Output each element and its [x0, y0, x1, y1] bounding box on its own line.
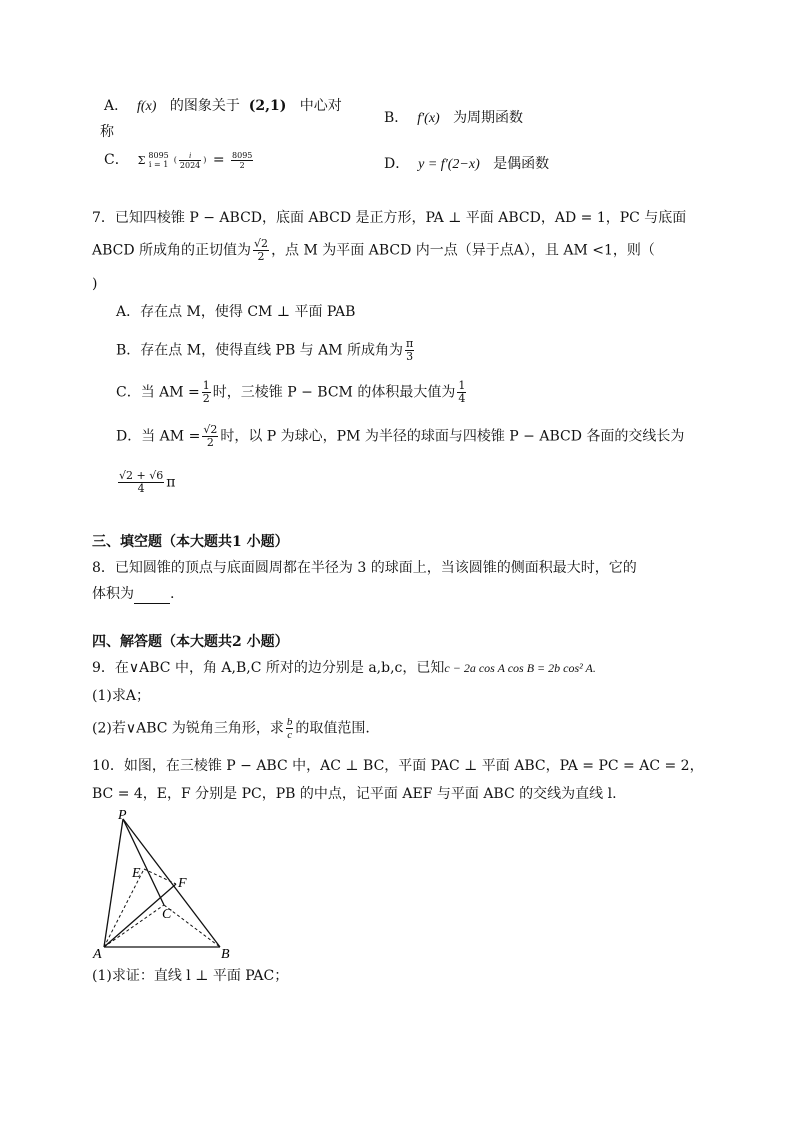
label-f: F: [178, 876, 187, 891]
q6-option-b: B． f′(x) 为周期函数: [384, 110, 524, 126]
edge-cb: [164, 905, 220, 947]
sum-symbol: Σ: [137, 154, 146, 167]
q6-option-a-wrap: 称: [100, 124, 114, 140]
section-3-heading: 三、填空题（本大题共1 小题）: [92, 534, 289, 550]
q7-line1: 7．已知四棱锥 P − ABCD，底面 ABCD 是正方形，PA ⊥ 平面 ABCD，AD = 1，PC 与底面: [92, 210, 687, 226]
q6-option-d: D． y = f′(2−x) 是偶函数: [384, 156, 550, 172]
q7-option-d-answer: $\frac{√2 + √6}{4}$ π: [119, 469, 176, 495]
label-e: E: [132, 866, 141, 881]
label-p: P: [118, 808, 127, 823]
label-b: B: [221, 947, 230, 962]
q10-part1: (1)求证：直线 l ⊥ 平面 PAC；: [92, 968, 289, 984]
edge-pc: [123, 819, 164, 905]
q7-option-d: D．当 AM = $\frac{√2}{2}$ 时，以 P 为球心，PM 为半径的球面与四棱锥 P − ABCD 各面的交线长为: [116, 423, 685, 449]
edge-pa: [104, 819, 123, 947]
q7-line3: ): [92, 276, 98, 292]
section-4-heading: 四、解答题（本大题共2 小题）: [92, 634, 289, 650]
q9-part1: (1)求A；: [92, 688, 150, 704]
label-a: A: [93, 947, 102, 962]
edge-pb: [123, 819, 220, 947]
edge-ef: [144, 869, 176, 884]
q7-option-c: C．当 AM = $\frac{1}{2}$ 时，三棱锥 P − BCM 的体积最大值为 $\frac{1}{4}$: [116, 379, 466, 405]
q6-option-c: C． Σ 8095 i = 1 ( $\frac{i}{2024}$ ) = $\frac{8095}{2}$: [104, 150, 253, 170]
q10-line1: 10．如图，在三棱锥 P − ABC 中，AC ⊥ BC，平面 PAC ⊥ 平面 ABC，PA = PC = AC = 2，: [92, 758, 704, 774]
q8-line1: 8．已知圆锥的顶点与底面圆周都在半径为 3 的球面上，当该圆锥的侧面积最大时，它的: [92, 560, 637, 576]
q7-option-b: B．存在点 M，使得直线 PB 与 AM 所成角为 $\frac{\pi}{3}$: [116, 337, 414, 363]
q6-option-a: A． f(x) 的图象关于 (2,1) 中心对: [104, 98, 342, 114]
q7-option-a: A．存在点 M，使得 CM ⊥ 平面 PAB: [116, 304, 356, 320]
tetrahedron-figure: [90, 805, 250, 970]
q10-line2: BC = 4，E，F 分别是 PC，PB 的中点，记平面 AEF 与平面 ABC 的交线为直线 l.: [92, 786, 617, 802]
q9-part2: (2)若∨ABC 为锐角三角形，求 $\frac{b}{c}$ 的取值范围.: [92, 716, 370, 741]
q8-line2: 体积为 .: [92, 586, 175, 602]
edge-ac: [104, 905, 164, 947]
label-c: C: [162, 907, 172, 922]
answer-blank: [134, 589, 170, 604]
q7-line2: ABCD 所成角的正切值为 $\frac{√2}{2}$ ，点 M 为平面 ABCD 内一点（异于点A），且 AM <1，则（: [92, 237, 655, 263]
q9-line1: 9．在∨ABC 中，角 A,B,C 所对的边分别是 a,b,c，已知c − 2a cos A cos B = 2b cos² A.: [92, 660, 596, 676]
